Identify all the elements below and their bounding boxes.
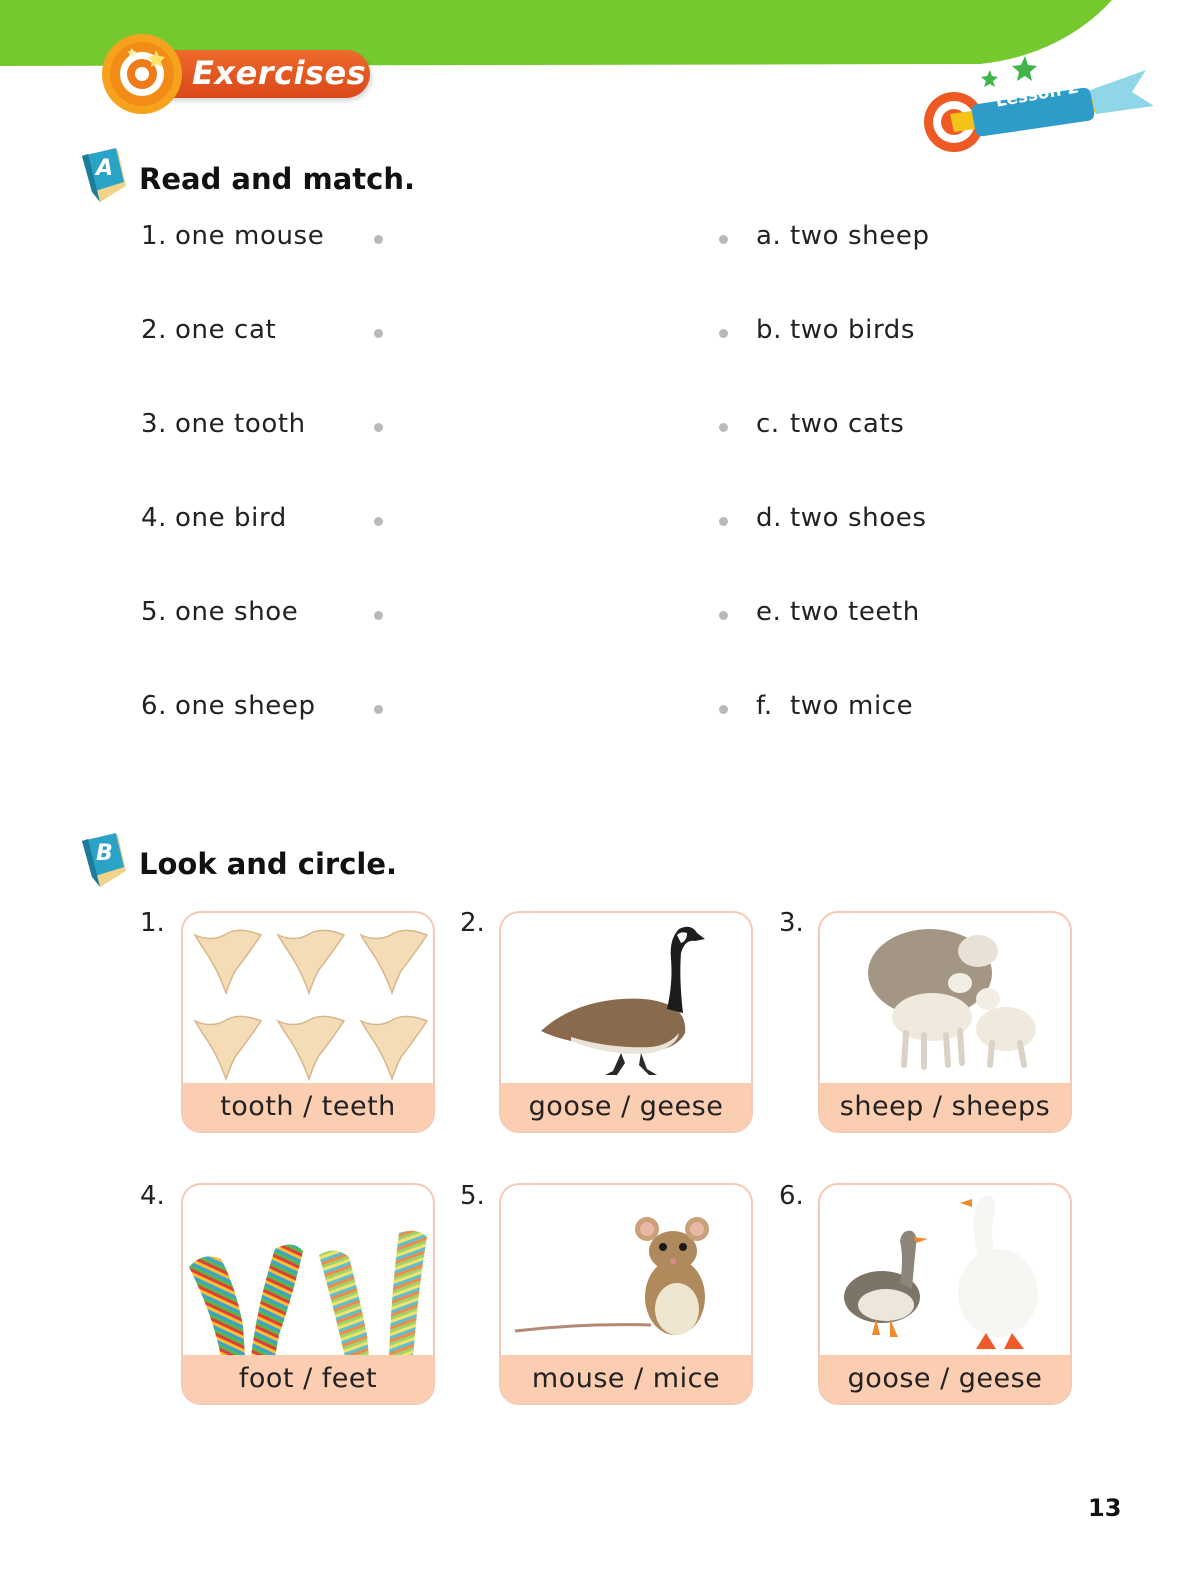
match-right-item: f. two mice: [756, 691, 914, 721]
card-number: 2.: [460, 908, 485, 938]
match-right-dot[interactable]: [719, 611, 728, 620]
match-left-item: 4. one bird: [141, 503, 287, 533]
match-left-item: 2. one cat: [141, 315, 277, 345]
section-b-letter: B: [96, 841, 113, 866]
teeth-image: [183, 913, 433, 1085]
match-left-dot[interactable]: [374, 329, 383, 338]
card-label[interactable]: foot / feet: [183, 1355, 433, 1403]
card-number: 6.: [779, 1181, 804, 1211]
card-label[interactable]: sheep / sheeps: [820, 1083, 1070, 1131]
match-right-item: c. two cats: [756, 409, 905, 439]
exercises-badge: [100, 32, 380, 116]
card-label[interactable]: goose / geese: [501, 1083, 751, 1131]
section-a-title: Read and match.: [139, 162, 415, 196]
match-right-item: e. two teeth: [756, 597, 920, 627]
match-left-dot[interactable]: [374, 611, 383, 620]
page-number: 13: [1088, 1494, 1122, 1522]
feet-socks-image: [183, 1185, 433, 1357]
match-left-item: 6. one sheep: [141, 691, 316, 721]
section-a-letter: A: [96, 156, 114, 181]
match-right-item: d. two shoes: [756, 503, 927, 533]
picture-card: [818, 1183, 1072, 1405]
target-icon: [100, 32, 184, 116]
card-number: 4.: [140, 1181, 165, 1211]
match-left-dot[interactable]: [374, 705, 383, 714]
card-number: 1.: [140, 908, 165, 938]
match-left-dot[interactable]: [374, 423, 383, 432]
exercises-label: Exercises: [192, 54, 367, 92]
goose-image: [501, 913, 751, 1085]
card-label[interactable]: goose / geese: [820, 1355, 1070, 1403]
match-right-dot[interactable]: [719, 329, 728, 338]
match-right-dot[interactable]: [719, 423, 728, 432]
match-right-dot[interactable]: [719, 705, 728, 714]
card-label[interactable]: mouse / mice: [501, 1355, 751, 1403]
match-right-item: b. two birds: [756, 315, 916, 345]
geese-image: [820, 1185, 1070, 1357]
card-number: 5.: [460, 1181, 485, 1211]
section-b-title: Look and circle.: [139, 847, 398, 881]
picture-card: [499, 1183, 753, 1405]
match-left-item: 5. one shoe: [141, 597, 299, 627]
match-right-dot[interactable]: [719, 235, 728, 244]
match-left-dot[interactable]: [374, 517, 383, 526]
match-left-item: 3. one tooth: [141, 409, 306, 439]
lesson-label: Lesson 2: [994, 77, 1081, 112]
picture-card: [499, 911, 753, 1133]
match-left-item: 1. one mouse: [141, 221, 325, 251]
match-right-dot[interactable]: [719, 517, 728, 526]
picture-card: [181, 911, 435, 1133]
mouse-image: [501, 1185, 751, 1357]
card-number: 3.: [779, 908, 804, 938]
match-right-item: a. two sheep: [756, 221, 930, 251]
picture-card: [181, 1183, 435, 1405]
lesson-arrow-decoration: [920, 50, 1160, 160]
sheep-image: [820, 913, 1070, 1085]
match-left-dot[interactable]: [374, 235, 383, 244]
picture-card: [818, 911, 1072, 1133]
card-label[interactable]: tooth / teeth: [183, 1083, 433, 1131]
